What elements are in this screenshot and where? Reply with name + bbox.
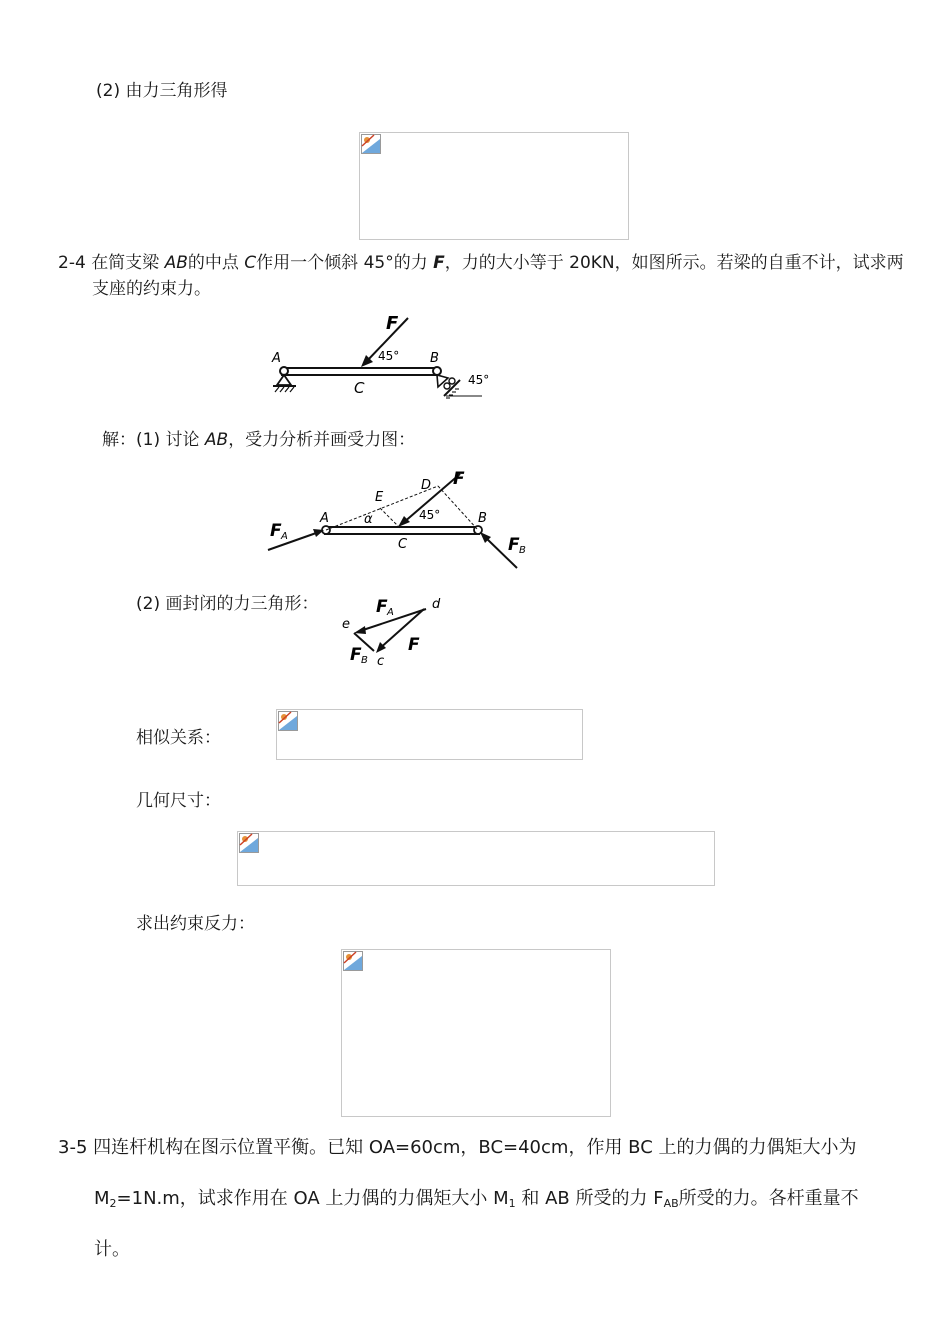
step-heading: (2) 由力三角形得 (96, 81, 228, 101)
svg-text:C: C (354, 379, 365, 397)
svg-text:F: F (350, 645, 362, 665)
broken-image-icon (278, 711, 298, 731)
svg-text:B: B (430, 351, 439, 366)
similar-label: 相似关系： (136, 728, 221, 748)
broken-image-icon (361, 134, 381, 154)
force-triangle-diagram (336, 592, 456, 672)
support-A (277, 375, 291, 385)
svg-text:E: E (375, 490, 384, 505)
free-body-diagram (262, 466, 532, 576)
result-label: 求出约束反力： (136, 914, 255, 934)
svg-text:45°: 45° (419, 508, 441, 522)
missing-image-result (341, 949, 611, 1117)
svg-text:C: C (398, 537, 408, 552)
svg-text:F: F (508, 535, 520, 555)
svg-text:45°: 45° (468, 373, 490, 387)
beam-AB (282, 368, 438, 375)
svg-text:F: F (376, 597, 388, 617)
svg-text:α: α (364, 512, 373, 527)
svg-text:F: F (386, 313, 399, 334)
missing-image-formula-1 (359, 132, 629, 240)
svg-text:F: F (270, 521, 282, 541)
pin-B (433, 367, 441, 375)
beam-figure (268, 312, 498, 402)
problem-3-5-line1: 3-5 四连杆机构在图示位置平衡。已知 OA=60cm，BC=40cm，作用 BC 上的力偶的力偶矩大小为 (58, 1137, 857, 1158)
svg-text:F: F (453, 469, 465, 489)
svg-text:B: B (478, 511, 487, 526)
problem-3-5-line2: $M_2=1N.m$，试求作用在 OA 上力偶的力偶矩大小 $M_1$ 和 AB 所受的力 $F_{AB}$所受的力。各杆重量不 (94, 1188, 859, 1210)
svg-text:45°: 45° (378, 349, 400, 363)
missing-image-similar (276, 709, 583, 760)
geometry-label: 几何尺寸： (136, 791, 221, 811)
fbd-beam (325, 527, 479, 534)
svg-text:d: d (432, 597, 441, 612)
force-triangle-heading: (2) 画封闭的力三角形： (136, 594, 319, 614)
solution-intro: 解：(1) 讨论 AB，受力分析并画受力图： (102, 430, 416, 450)
svg-text:D: D (421, 478, 432, 493)
svg-text:F: F (408, 635, 420, 655)
svg-text:e: e (342, 617, 350, 632)
svg-text:A: A (320, 511, 329, 526)
svg-text:B: B (361, 655, 368, 666)
svg-text:A: A (272, 351, 281, 366)
svg-text:B: B (519, 545, 526, 556)
svg-text:A: A (387, 607, 394, 618)
broken-image-icon (239, 833, 259, 853)
problem-3-5-line3: 计。 (94, 1239, 130, 1260)
problem-2-4-text: 2-4 在简支梁 AB的中点 C作用一个倾斜 45°的力 F，力的大小等于 20KN，如图所示。若梁的自重不计，试求两 支座的约束力。 (58, 253, 904, 299)
missing-image-geometry (237, 831, 715, 886)
broken-image-icon (343, 951, 363, 971)
svg-text:c: c (377, 654, 385, 669)
svg-text:A: A (281, 531, 288, 542)
